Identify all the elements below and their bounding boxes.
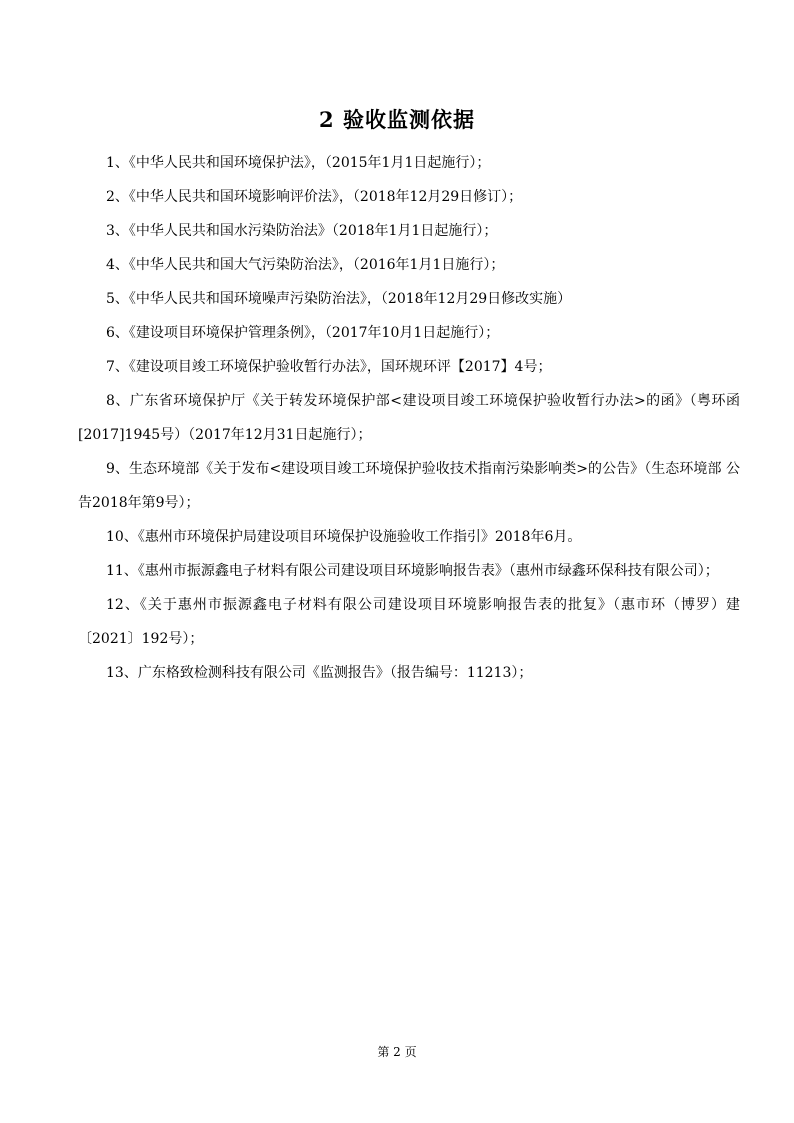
reference-item: 4、《中华人民共和国大气污染防治法》，（2016年1月1日施行）； [106, 257, 505, 273]
reference-item: 11、《惠州市振源鑫电子材料有限公司建设项目环境影响报告表》（惠州市绿鑫环保科技有限公司）； [106, 563, 719, 579]
reference-item: 6、《建设项目环境保护管理条例》，（2017年10月1日起施行）； [106, 325, 500, 341]
reference-item: 7、《建设项目竣工环境保护验收暂行办法》，国环规环评【2017】4号； [106, 359, 552, 375]
reference-item: 9、生态环境部《关于发布<建设项目竣工环境保护验收技术指南污染影响类>的公告》（生态环境部 公告2018年第9号）； [78, 461, 740, 511]
reference-item: 13、广东格致检测科技有限公司《监测报告》（报告编号：11213）； [106, 665, 533, 681]
page-title: 2 验收监测依据 [319, 107, 475, 133]
reference-item: 8、广东省环境保护厅《关于转发环境保护部<建设项目竣工环境保护验收暂行办法>的函》（粤环函[2017]1945号）（2017年12月31日起施行）； [78, 393, 740, 443]
reference-item: 3、《中华人民共和国水污染防治法》（2018年1月1日起施行）； [106, 223, 498, 239]
reference-item: 1、《中华人民共和国环境保护法》，（2015年1月1日起施行）； [106, 155, 491, 171]
page-number: 第 2 页 [377, 1045, 417, 1059]
reference-list [78, 146, 740, 690]
reference-item: 2、《中华人民共和国环境影响评价法》，（2018年12月29日修订）； [106, 189, 523, 205]
reference-item: 10、《惠州市环境保护局建设项目环境保护设施验收工作指引》2018年6月。 [106, 529, 582, 545]
reference-item: 5、《中华人民共和国环境噪声污染防治法》，（2018年12月29日修改实施） [106, 291, 572, 307]
reference-item: 12、《关于惠州市振源鑫电子材料有限公司建设项目环境影响报告表的批复》（惠市环（博罗）建〔2021〕192号）； [78, 597, 740, 647]
